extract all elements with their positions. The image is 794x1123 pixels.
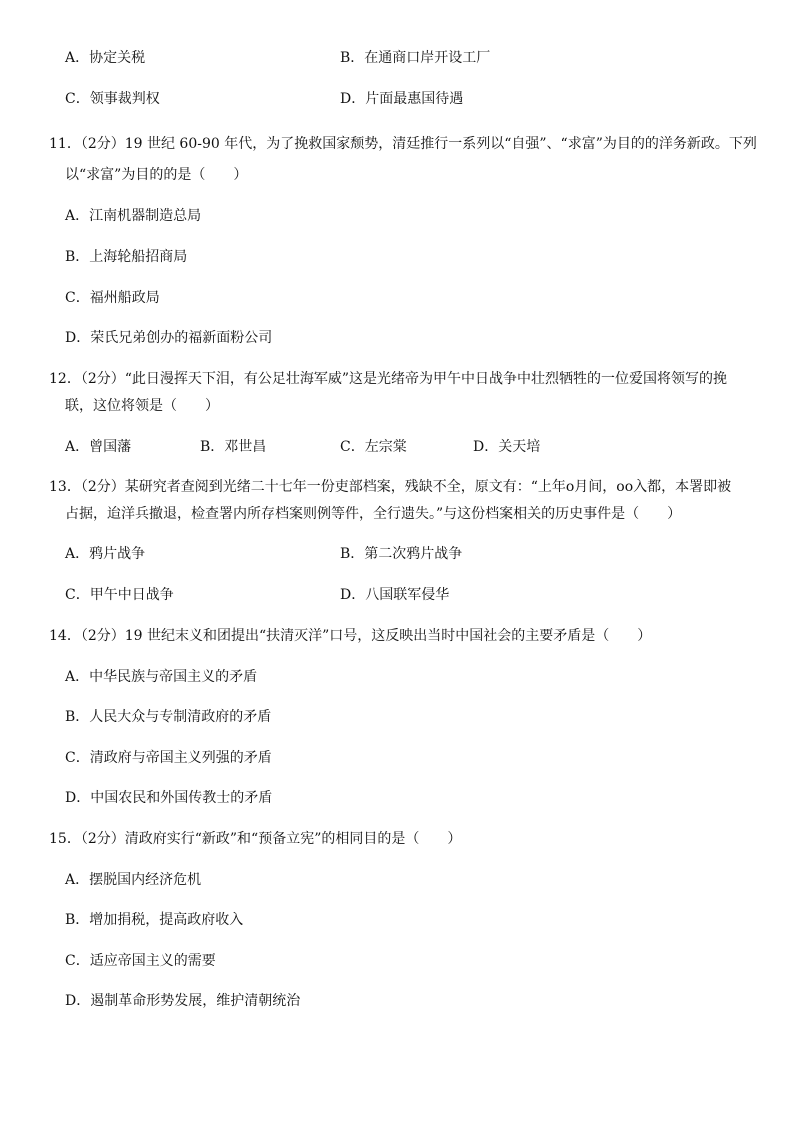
q11-option-c: C．福州船政局 <box>65 290 160 306</box>
q15-option-c: C．适应帝国主义的需要 <box>65 953 216 969</box>
q11-stem-line2: 以“求富”为目的的是（ ） <box>65 167 248 183</box>
q14-option-b: B．人民大众与专制清政府的矛盾 <box>65 709 272 725</box>
q12-stem-line2: 联，这位将领是（ ） <box>65 398 219 414</box>
q13-stem-line1: 13．（2分）某研究者查阅到光绪二十七年一份吏部档案，残缺不全，原文有：“上年o月间，oo入都，本署即被 <box>49 479 732 495</box>
q10-option-c: C．领事裁判权 <box>65 91 160 107</box>
q13-option-a: A．鸦片战争 <box>65 546 146 562</box>
q13-stem-line2: 占据，迨洋兵撤退，检查署内所存档案则例等件，全行遗失。”与这份档案相关的历史事件是（ ） <box>65 506 682 522</box>
q13-option-d: D．八国联军侵华 <box>340 587 450 603</box>
q13-option-b: B．第二次鸦片战争 <box>340 546 463 562</box>
q12-option-a: A．曾国藩 <box>65 439 132 455</box>
q12-option-c: C．左宗棠 <box>340 439 407 455</box>
q11-option-d: D．荣氏兄弟创办的福新面粉公司 <box>65 330 273 346</box>
q15-stem-line1: 15．（2分）清政府实行“新政”和“预备立宪”的相同目的是（ ） <box>49 831 462 847</box>
q12-option-d: D．关天培 <box>473 439 541 455</box>
q12-option-b: B．邓世昌 <box>200 439 267 455</box>
q10-option-a: A．协定关税 <box>65 50 146 66</box>
q15-option-b: B．增加捐税，提高政府收入 <box>65 912 244 928</box>
q10-option-d: D．片面最惠国待遇 <box>340 91 464 107</box>
q14-option-c: C．清政府与帝国主义列强的矛盾 <box>65 750 272 766</box>
q11-stem-line1: 11．（2分）19 世纪 60-90 年代，为了挽救国家颓势，清廷推行一系列以“自强”、“求富”为目的的洋务新政。下列 <box>49 136 757 152</box>
q14-option-d: D．中国农民和外国传教士的矛盾 <box>65 790 273 806</box>
q11-option-a: A．江南机器制造总局 <box>65 208 202 224</box>
q15-option-a: A．摆脱国内经济危机 <box>65 872 202 888</box>
q10-option-b: B．在通商口岸开设工厂 <box>340 50 491 66</box>
q12-stem-line1: 12．（2分）“此日漫挥天下泪，有公足壮海军威”这是光绪帝为甲午中日战争中壮烈牺牲的一位爱国将领写的挽 <box>49 371 728 387</box>
q15-option-d: D．遏制革命形势发展，维护清朝统治 <box>65 993 301 1009</box>
q14-option-a: A．中华民族与帝国主义的矛盾 <box>65 669 258 685</box>
q14-stem-line1: 14．（2分）19 世纪末义和团提出“扶清灭洋”口号，这反映出当时中国社会的主要矛盾是（ ） <box>49 628 652 644</box>
q11-option-b: B．上海轮船招商局 <box>65 249 188 265</box>
q13-option-c: C．甲午中日战争 <box>65 587 174 603</box>
